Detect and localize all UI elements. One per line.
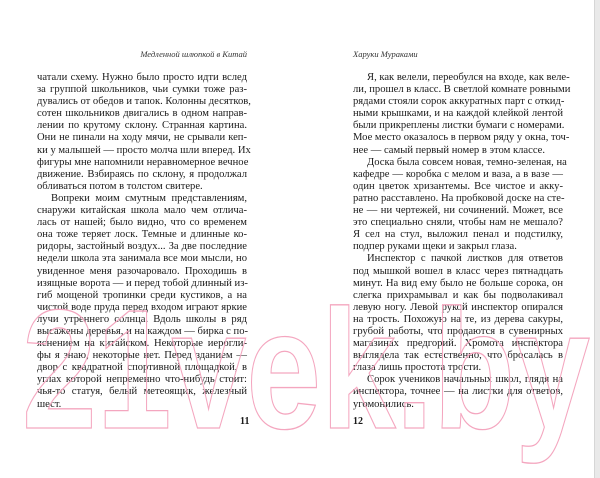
text-line: Они не пинали на ходу мячи, не срывали кеп- (37, 132, 247, 144)
text-line: инспектора, точнее — на листки для ответов, (353, 386, 563, 398)
text-line: за группой школьников, чьи сумки тоже раз- (37, 84, 247, 96)
text-line: яснением на китайском. Некоторые иерогли- (37, 338, 247, 350)
running-header: Медленной шлюпкой в Китай (140, 49, 247, 59)
text-line: снаружи китайская школа мало чем отлича- (37, 205, 247, 217)
text-line: под мышкой вошел в класс через пятнадцать (353, 265, 563, 277)
text-line: Я, как велели, переобулся на входе, как веле- (367, 72, 570, 83)
text-line: обливаться потом в толстом свитере. (37, 180, 203, 192)
text-line: Я сел на стул, выложил пенал и подстилку, (353, 229, 563, 241)
text-line: лучи утреннего солнца. Вдоль школы в ряд (37, 313, 247, 325)
page-number: 12 (353, 416, 363, 427)
text-line: подпер руками щеки и закрыл глаза. (353, 241, 517, 253)
text-line: ки у малышей — просто молча шли вперед. Их (37, 144, 251, 156)
text-line: движение. Взбираясь по склону, я продолжал (37, 168, 247, 180)
paragraph (353, 374, 563, 410)
text-line: чья-то статуя, белый метеоящик, железный (37, 386, 247, 398)
text-line: Мое место оказалось в первом ряду у окна, точ- (353, 132, 570, 144)
running-header: Харуки Мураками (353, 49, 418, 59)
text-line: Сорок учеников начальных школ, глядя на (367, 374, 563, 386)
text-line: ли, прошел в класс. В светлой комнате ровными (353, 84, 571, 96)
text-line: левую ногу. Левой рукой инспектор опирался (353, 301, 563, 313)
text-line: чистой воде пруда перед входом играют яркие (37, 301, 247, 313)
text-line: ридоры, застойный воздух... За две последние (37, 241, 247, 253)
text-line: лась от нашей; было видно, что со временем (37, 217, 247, 229)
text-line: не — ни чертежей, ни сочинений. Может, все (353, 205, 563, 217)
text-line: кафедре — коробка с мелом и ваза, а в вазе — (353, 168, 563, 180)
text-line: недели школа эта занимала все мои мысли, но (37, 253, 247, 265)
text-line: ными крышками, и на каждой клейкой лентой (353, 108, 563, 120)
text-line: сотен школьников двигались в одном направ- (37, 108, 247, 120)
text-line: Вопреки моим смутным представлениям, (51, 192, 247, 204)
text-line: нее — самый первый номер в этом классе. (353, 144, 546, 156)
right-page (300, 0, 595, 478)
text-line: были прикреплены листки бумаги с номерами. (353, 120, 565, 132)
text-line: изящные ворота — и перед тобой длинный из- (37, 277, 248, 289)
text-line: двор с квадратной спортивной площадкой, в (37, 362, 247, 374)
text-line: рядами стояли сорок аккуратных парт с откид- (353, 96, 565, 108)
text-line: увиденное меня разочаровало. Проходишь в (37, 265, 247, 277)
text-line: углах которой непременно что-нибудь стоит: (37, 374, 247, 386)
text-line: магазинах предгорий. Хромота инспектора (353, 338, 563, 350)
text-line: это специально сняли, чтобы нам не мешало? (353, 217, 563, 229)
text-line: гиб мощеной тропинки среди кустиков, а на (37, 289, 247, 301)
paragraph (353, 253, 563, 374)
text-line: один цветок хризантемы. Все чистое и акку- (353, 180, 563, 192)
page-body (37, 72, 251, 411)
text-line: ратно расставлено. На пробковой доске на сте- (353, 192, 565, 204)
paragraph (353, 156, 567, 254)
page-edge (594, 0, 600, 478)
text-line: грубой работы, что продаются в сувенирных (353, 325, 563, 337)
text-line: Инспектор с пачкой листков для ответов (367, 253, 563, 265)
text-line: шест. (37, 398, 62, 410)
paragraph (37, 193, 247, 411)
text-line: чатали схему. Нужно было просто идти вслед (37, 72, 247, 83)
text-line: выглядела так естественно, что бросалась в (353, 350, 563, 362)
paragraph (353, 72, 571, 157)
text-line: дувались от обедов и тапок. Колонны десятков, (37, 96, 251, 108)
text-line: на трость. Похожую на те, из дерева сакуры, (353, 313, 563, 325)
text-line: Доска была совсем новая, темно-зеленая, на (367, 156, 567, 168)
page-number: 11 (240, 416, 250, 427)
text-line: глаза лишь простота трости. (353, 362, 482, 374)
text-line: лении по крутому склону. Странная картина. (37, 120, 247, 132)
text-line: слегка прихрамывал и как бы подволакивал (353, 289, 563, 301)
svg-text:21vek.by: 21vek.by (22, 275, 590, 465)
text-line: минут. На вид ему было не больше сорока, он (353, 277, 563, 289)
page-body (353, 72, 571, 411)
text-line: она тоже теряет лоск. Темные и длинные ко- (37, 229, 247, 241)
text-line: угомонились. (353, 398, 414, 410)
text-line: фы я знаю, некоторые нет. Перед зданием — (37, 350, 247, 362)
paragraph (37, 72, 251, 193)
text-line: высажены деревья, и на каждом — бирка с по- (37, 325, 249, 337)
text-line: фигуры мне напомнили неравномерное вечное (37, 156, 249, 168)
